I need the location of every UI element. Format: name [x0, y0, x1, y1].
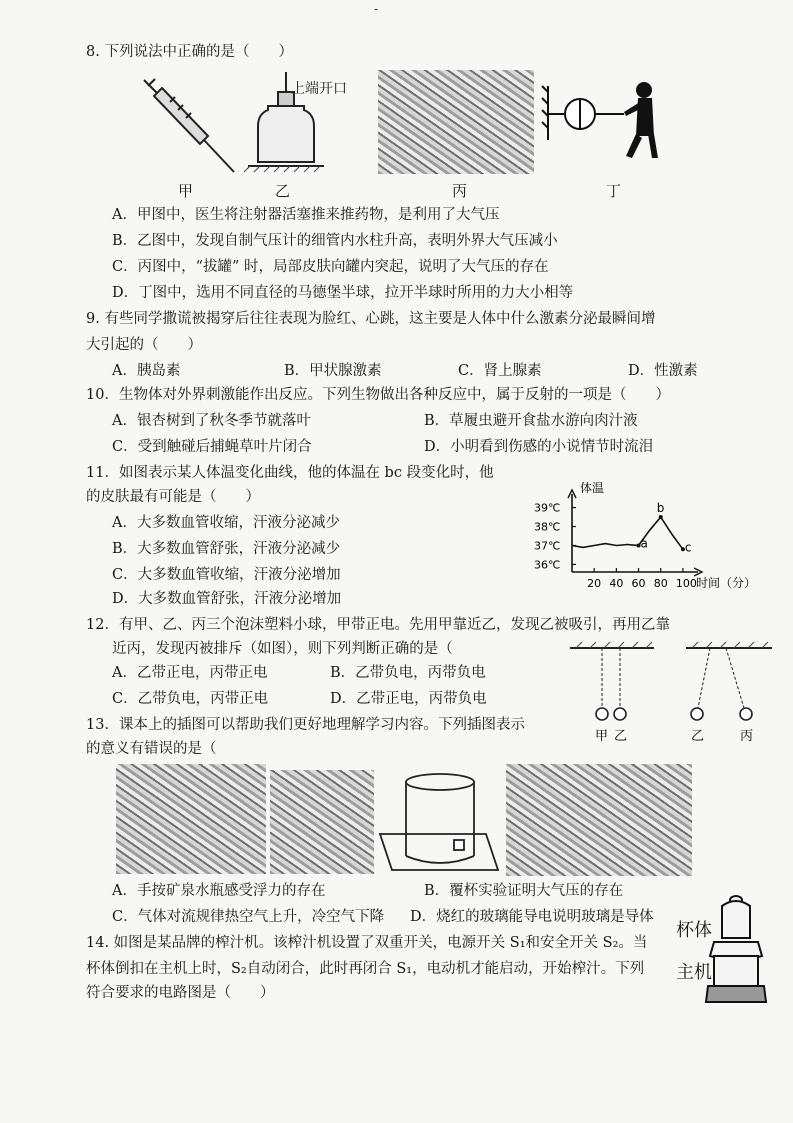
- q12-option-b[interactable]: B．乙带负电，丙带负电: [330, 665, 486, 681]
- glass-conductivity-photo: [506, 764, 692, 876]
- q14-stem-line3: 符合要求的电路图是（ ）: [86, 985, 275, 1001]
- chart-point: [659, 515, 663, 519]
- q11-option-b[interactable]: B．大多数血管舒张，汗液分泌减少: [112, 541, 341, 557]
- chart-point-label: c: [684, 540, 692, 555]
- q11-option-a[interactable]: A．大多数血管收缩，汗液分泌减少: [112, 515, 340, 531]
- q11-stem-line1: 11．如图表示某人体温变化曲线，他的体温在 bc 段变化时，他: [86, 465, 494, 481]
- q8-option-d[interactable]: D．丁图中，选用不同直径的马德堡半球，拉开半球时所用的力大小相等: [112, 285, 574, 301]
- fig-label-yi: 乙: [275, 182, 291, 200]
- chart-y-tick-label: 38℃: [534, 520, 561, 534]
- magdeburg-hemispheres-figure: [540, 78, 670, 182]
- fig-label-jia: 甲: [178, 182, 194, 200]
- chart-x-tick-label: 100: [675, 577, 697, 590]
- chart-series-line: [572, 517, 683, 549]
- q8-option-b[interactable]: B．乙图中，发现自制气压计的细管内水柱升高，表明外界大气压减小: [112, 233, 558, 249]
- q9-stem-line2: 大引起的（ ）: [86, 337, 202, 353]
- q10-option-c[interactable]: C．受到触碰后捕蝇草叶片闭合: [112, 439, 312, 455]
- chart-point-label: a: [640, 536, 648, 551]
- q9-option-a[interactable]: A．胰岛素: [112, 363, 181, 379]
- q13-stem-line2: 的意义有错误的是（: [86, 741, 217, 757]
- charged-balls-figure: [566, 640, 776, 744]
- q10-option-d[interactable]: D．小明看到伤感的小说情节时流泪: [424, 439, 654, 455]
- q8-option-a[interactable]: A．甲图中，医生将注射器活塞推来推药物，是利用了大气压: [112, 207, 500, 223]
- q10-option-a[interactable]: A．银杏树到了秋冬季节就落叶: [112, 413, 311, 429]
- main-unit-label: 主机: [676, 962, 712, 983]
- ball-label-yi-right: 乙: [691, 729, 705, 744]
- q11-option-c[interactable]: C．大多数血管收缩，汗液分泌增加: [112, 567, 341, 583]
- q8-stem: 8. 下列说法中正确的是（ ）: [86, 44, 293, 60]
- q10-stem: 10．生物体对外界刺激能作出反应。下列生物做出各种反应中，属于反射的一项是（ ）: [86, 387, 670, 403]
- upper-opening-label: 上端开口: [291, 81, 347, 97]
- q11-stem-line2: 的皮肤最有可能是（ ）: [86, 489, 260, 505]
- chart-y-tick-label: 36℃: [534, 558, 561, 572]
- convection-beaker-figure: [378, 770, 502, 876]
- chart-xlabel: 时间（分）: [696, 576, 757, 590]
- chart-x-tick-label: 60: [631, 577, 646, 590]
- q14-stem-line1: 14. 如图是某品牌的榨汁机。该榨汁机设置了双重开关，电源开关 S₁和安全开关 S₂。当: [86, 935, 648, 951]
- chart-ylabel: 体温: [580, 481, 605, 495]
- q12-stem-line1: 12．有甲、乙、丙三个泡沫塑料小球，甲带正电。先用甲靠近乙，发现乙被吸引，再用乙靠: [86, 617, 670, 633]
- juicer-figure: [700, 892, 772, 1010]
- q11-option-d[interactable]: D．大多数血管舒张，汗液分泌增加: [112, 591, 342, 607]
- q13-option-b[interactable]: B．覆杯实验证明大气压的存在: [424, 883, 624, 899]
- chart-x-tick-label: 40: [609, 577, 624, 590]
- chart-y-tick-label: 39℃: [534, 501, 561, 515]
- q12-option-c[interactable]: C．乙带负电，丙带正电: [112, 691, 269, 707]
- page-top-mark: -: [374, 2, 379, 16]
- q12-stem-line2: 近丙，发现丙被排斥（如图），则下列判断正确的是（: [112, 641, 453, 657]
- q13-option-a[interactable]: A．手按矿泉水瓶感受浮力的存在: [112, 883, 326, 899]
- q13-stem-line1: 13．课本上的插图可以帮助我们更好地理解学习内容。下列插图表示: [86, 717, 525, 733]
- q12-option-d[interactable]: D．乙带正电，丙带负电: [330, 691, 487, 707]
- chart-point-label: b: [656, 501, 665, 516]
- cupping-photo: [378, 70, 534, 174]
- chart-x-tick-label: 20: [587, 577, 602, 590]
- fig-label-ding: 丁: [606, 182, 622, 200]
- q8-option-c[interactable]: C．丙图中，“拔罐” 时，局部皮肤向罐内突起，说明了大气压的存在: [112, 259, 549, 275]
- q13-option-d[interactable]: D．烧红的玻璃能导电说明玻璃是导体: [410, 909, 654, 925]
- chart-y-tick-label: 37℃: [534, 539, 561, 553]
- q12-option-a[interactable]: A．乙带正电，丙带正电: [112, 665, 268, 681]
- q10-option-b[interactable]: B．草履虫避开食盐水游向肉汁液: [424, 413, 638, 429]
- q9-stem-line1: 9. 有些同学撒谎被揭穿后往往表现为脸红、心跳，这主要是人体中什么激素分泌最瞬间增: [86, 311, 656, 327]
- syringe-figure: [140, 74, 240, 178]
- ball-label-yi-left: 乙: [614, 729, 628, 744]
- q9-option-b[interactable]: B．甲状腺激素: [284, 363, 382, 379]
- bottle-press-photo: [116, 764, 266, 874]
- body-temperature-chart: [528, 478, 783, 598]
- chart-x-tick-label: 80: [653, 577, 668, 590]
- q14-stem-line2: 杯体倒扣在主机上时，S₂自动闭合，此时再闭合 S₁，电动机才能启动，开始榨汁。下列: [86, 961, 645, 977]
- q13-option-c[interactable]: C．气体对流规律热空气上升，冷空气下降: [112, 909, 385, 925]
- ball-label-jia: 甲: [595, 729, 609, 744]
- fig-label-bing: 丙: [452, 182, 468, 200]
- q9-option-c[interactable]: C．肾上腺素: [458, 363, 542, 379]
- q9-option-d[interactable]: D．性激素: [628, 363, 698, 379]
- ball-label-bing: 丙: [740, 729, 754, 744]
- cup-inversion-photo: [270, 770, 374, 874]
- cup-body-label: 杯体: [676, 920, 712, 941]
